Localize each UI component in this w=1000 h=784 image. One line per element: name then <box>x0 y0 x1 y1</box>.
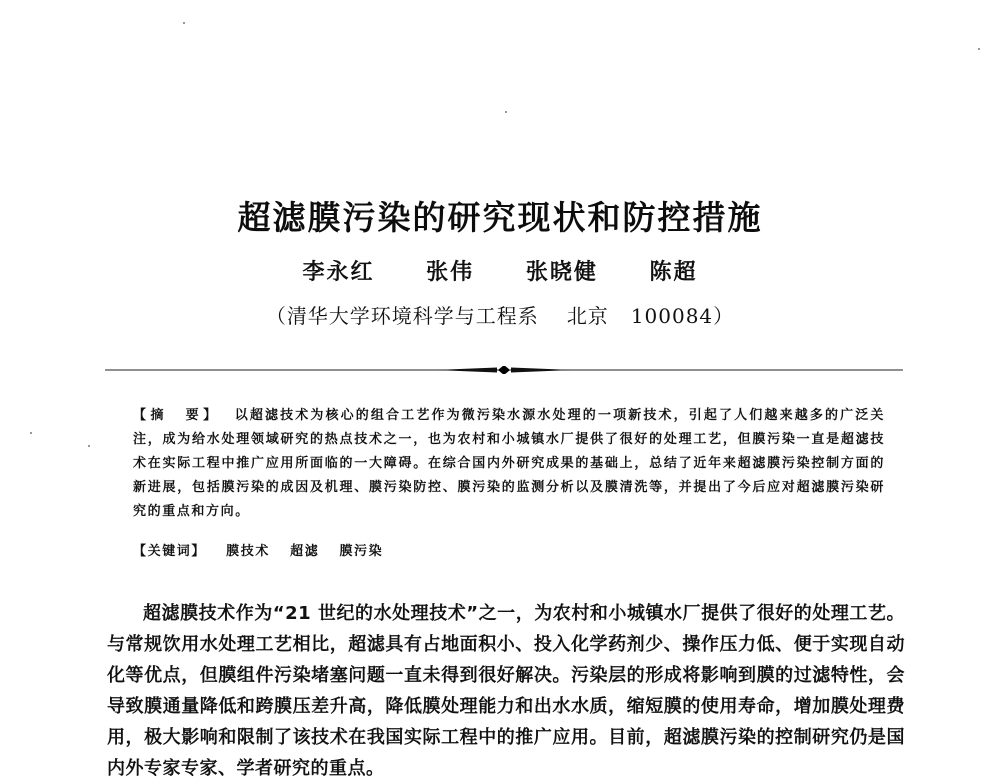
affiliation-city: 北京 <box>566 304 609 328</box>
paper-title: 超滤膜污染的研究现状和防控措施 <box>237 198 763 237</box>
abstract-label: 【摘 要】 <box>133 408 221 423</box>
scan-speck <box>505 111 507 113</box>
keywords <box>133 540 397 559</box>
abstract-text: 以超滤技术为核心的组合工艺作为微污染水源水处理的一项新技术，引起了人们越来越多的广泛关注，成为给水处理领域研究的热点技术之一，也为农村和小城镇水厂提供了很好的处理工艺，但膜污染一直是超滤技术在实际工程中推广应用所面临的一大障碍。在综合国内外研究成果的基础上，总结了近年来超滤膜污染控制方面的新进展，包括膜污染的成因及机理、膜污染防控、膜污染的监测分析以及膜清洗等，并提出了今后应对超滤膜污染研究的重点和方向。 <box>133 408 885 519</box>
affiliation-close-paren: ） <box>713 304 735 328</box>
affiliation-open-paren: （ <box>265 304 287 328</box>
affiliation <box>0 300 1000 329</box>
ornament-divider-icon <box>105 366 903 374</box>
affiliation-institution: 清华大学环境科学与工程系 <box>286 304 539 328</box>
scan-speck <box>88 445 90 447</box>
body-paragraph: 超滤膜技术作为“21 世纪的水处理技术”之一，为农村和小城镇水厂提供了很好的处理工艺。与常规饮用水处理工艺相比，超滤具有占地面积小、投入化学药剂少、操作压力低、便于实现自动化等优点，但膜组件污染堵塞问题一直未得到很好解决。污染层的形成将影响到膜的过滤特性，会导致膜通量降低和跨膜压差升高，降低膜处理能力和出水水质，缩短膜的使用寿命，增加膜处理费用，极大影响和限制了该技术在我国实际工程中的推广应用。目前，超滤膜污染的控制研究仍是国内外专家专家、学者研究的重点。 <box>107 603 905 779</box>
keyword: 超滤 <box>290 544 320 559</box>
body-text <box>107 598 905 784</box>
author-list <box>0 255 1000 286</box>
scan-speck <box>183 22 185 24</box>
keyword: 膜技术 <box>226 544 270 559</box>
author-name: 李永红 <box>302 259 375 285</box>
scan-speck <box>978 48 980 50</box>
author-name: 张晓健 <box>525 259 598 285</box>
scan-speck <box>30 432 32 434</box>
keywords-label: 【关键词】 <box>133 544 207 559</box>
author-name: 陈超 <box>649 259 698 285</box>
ornamental-divider <box>105 366 903 372</box>
keyword: 膜污染 <box>339 544 384 559</box>
affiliation-postcode: 100084 <box>630 304 714 328</box>
author-name: 张伟 <box>426 259 475 285</box>
abstract <box>133 404 885 524</box>
